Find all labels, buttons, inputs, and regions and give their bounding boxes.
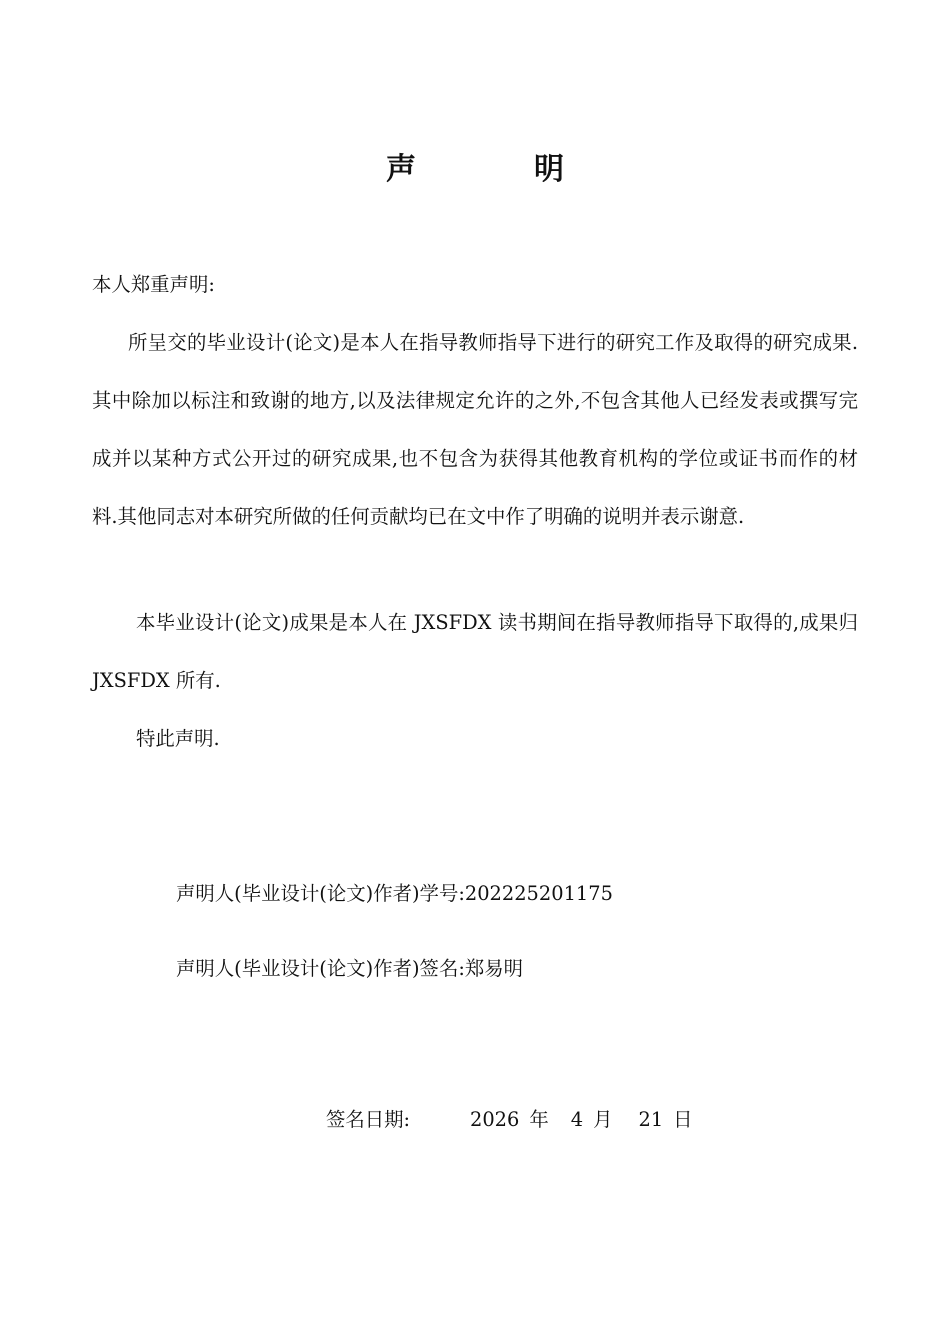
student-id-label: 声明人(毕业设计(论文)作者)学号: [176,882,465,905]
signature-label: 声明人(毕业设计(论文)作者)签名: [176,957,465,980]
declaration-paragraph-1: 所呈交的毕业设计(论文)是本人在指导教师指导下进行的研究工作及取得的研究成果.其中除加以标注和致谢的地方,以及法律规定允许的之外,不包含其他人已经发表或撰写完成并以某种方式公开过的研究成果,也不包含为获得其他教育机构的学位或证书而作的材料.其他同志对本研究所做的任何贡献均已在文中作了明确的说明并表示谢意. [92,331,858,528]
month-unit: 月 [593,1108,613,1131]
student-id-line [176,876,613,912]
year-unit: 年 [529,1108,549,1131]
student-id-value: 202225201175 [464,882,613,905]
date-day: 21 [638,1108,664,1131]
declaration-paragraph-2: 本毕业设计(论文)成果是本人在 JXSFDX 读书期间在指导教师指导下取得的,成果归 JXSFDX 所有. [92,611,858,692]
signature-date-line [326,1102,693,1138]
date-year: 2026 [470,1108,520,1131]
closing-statement: 特此声明. [136,727,220,750]
day-unit: 日 [673,1108,693,1131]
signature-line [176,951,523,987]
page-title: 声 明 [386,152,608,187]
date-month: 4 [570,1108,584,1131]
signature-value: 郑易明 [464,957,524,980]
opening-statement: 本人郑重声明: [92,273,215,296]
date-label: 签名日期: [326,1108,411,1131]
